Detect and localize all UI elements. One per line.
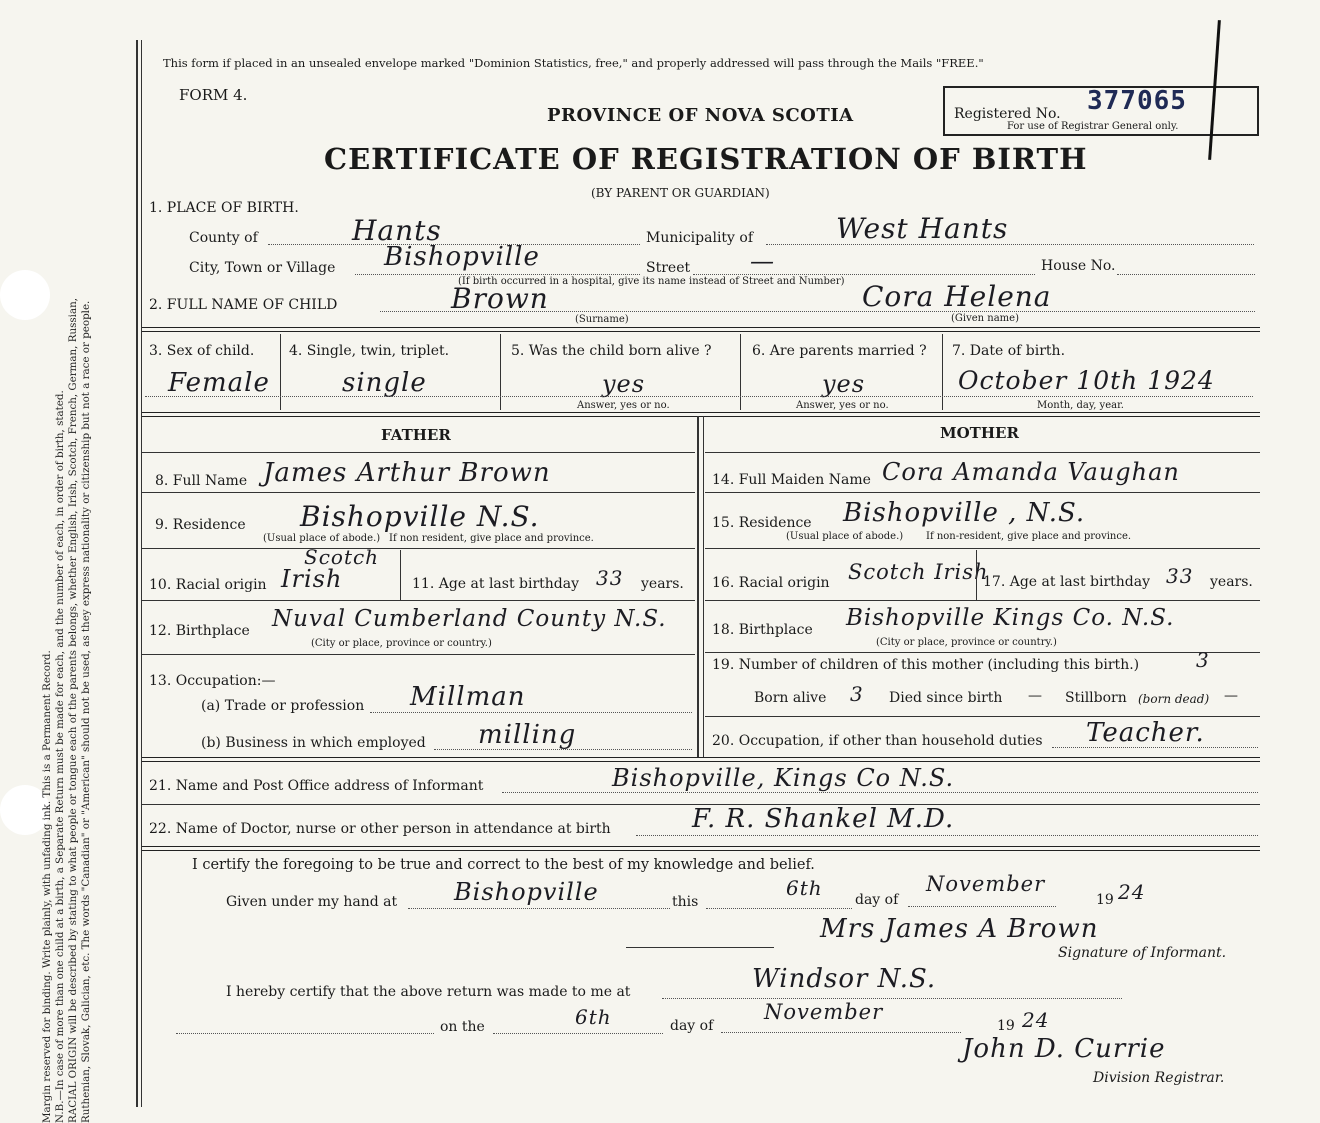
informant-signature: Mrs James A Brown — [820, 914, 1099, 944]
registered-number: 377065 — [1087, 86, 1187, 116]
mother-race-value: Scotch Irish — [848, 560, 989, 584]
mother-birthplace-label: 18. Birthplace — [712, 622, 813, 638]
attendant-label: 22. Name of Doctor, nurse or other person in attendance at birth — [149, 821, 611, 837]
form-number: FORM 4. — [179, 86, 248, 104]
father-birthplace-value: Nuval Cumberland County N.S. — [272, 606, 667, 632]
single-twin-value: single — [342, 368, 427, 398]
father-business-value: milling — [478, 720, 577, 750]
died-since-birth-value: — — [1028, 688, 1042, 704]
mother-children-value: 3 — [1196, 648, 1210, 672]
father-name-label: 8. Full Name — [155, 473, 248, 489]
city-value: Bishopville — [384, 242, 540, 272]
return-day: 6th — [575, 1005, 612, 1029]
this-label: this — [672, 894, 699, 910]
margin-line-3: RACIAL ORIGIN will be described by stating to what people or tongue each of the parents belongs, whether English, Irish, Scotch, French, German, Russian, — [67, 297, 79, 1123]
stillborn-label: Stillborn — [1065, 690, 1127, 706]
child-surname: Brown — [451, 282, 549, 315]
father-race-alt: Scotch — [304, 545, 380, 569]
margin-line-4: Ruthenian, Slovak, Galician, etc. The words "Canadian" or "American" should not be used, as they express nationality or citizenship but not a race or people. — [80, 300, 92, 1123]
father-trade-value: Millman — [410, 682, 526, 712]
given-year: 24 — [1118, 880, 1146, 904]
sex-value: Female — [168, 368, 270, 398]
died-since-birth-label: Died since birth — [889, 690, 1003, 706]
mother-occupation-label: 20. Occupation, if other than household duties — [712, 733, 1043, 749]
province-title: PROVINCE OF NOVA SCOTIA — [547, 105, 854, 126]
divider-certificate — [142, 846, 1260, 851]
father-age-label: 11. Age at last birthday — [412, 576, 580, 592]
father-abode-hint: (Usual place of abode.) — [263, 533, 381, 544]
surname-hint: (Surname) — [575, 314, 629, 325]
divider-parents — [142, 412, 1260, 417]
registrar-label: Division Registrar. — [1093, 1070, 1225, 1086]
registrar-use-note: For use of Registrar General only. — [1007, 121, 1179, 132]
father-age-value: 33 — [596, 566, 624, 590]
child-name-label: 2. FULL NAME OF CHILD — [149, 297, 338, 313]
street-value: — — [750, 247, 775, 275]
stillborn-value: — — [1224, 688, 1238, 704]
single-twin-label: 4. Single, twin, triplet. — [289, 343, 450, 359]
postal-note: This form if placed in an unsealed envelope marked "Dominion Statistics, free," and properly addressed will pass through the Mails "FREE." — [163, 56, 984, 70]
given-at-label: Given under my hand at — [226, 894, 398, 910]
father-residence-value: Bishopville N.S. — [300, 500, 540, 533]
informant-label: 21. Name and Post Office address of Informant — [149, 778, 484, 794]
parents-married-value: yes — [822, 370, 866, 398]
dob-hint: Month, day, year. — [1037, 400, 1124, 411]
margin-rule — [136, 40, 138, 1107]
on-the-label: on the — [440, 1019, 485, 1035]
father-business-label: (b) Business in which employed — [201, 735, 426, 751]
mother-birthplace-value: Bishopville Kings Co. N.S. — [846, 605, 1175, 631]
county-label: County of — [189, 230, 258, 246]
father-birthplace-hint: (City or place, province or country.) — [311, 638, 492, 649]
given-at-place: Bishopville — [454, 878, 599, 906]
street-label: Street — [646, 260, 691, 276]
father-nonres-hint: If non resident, give place and province. — [389, 533, 594, 544]
certificate-title: CERTIFICATE OF REGISTRATION OF BIRTH — [324, 142, 1088, 176]
return-day-of-label: day of — [670, 1018, 714, 1034]
mother-residence-value: Bishopville , N.S. — [843, 498, 1086, 528]
house-label: House No. — [1041, 258, 1116, 274]
hospital-note: (If birth occurred in a hospital, give its name instead of Street and Number) — [458, 276, 845, 287]
parents-divider — [697, 416, 699, 758]
parents-married-hint: Answer, yes or no. — [796, 400, 889, 411]
municipality-label: Municipality of — [646, 230, 754, 246]
mother-name-label: 14. Full Maiden Name — [712, 472, 871, 488]
mother-age-value: 33 — [1166, 564, 1194, 588]
born-alive-label: 5. Was the child born alive ? — [511, 343, 712, 359]
father-years-label: years. — [641, 576, 684, 592]
return-year: 24 — [1022, 1008, 1050, 1032]
municipality-value: West Hants — [836, 212, 1009, 245]
given-name-hint: (Given name) — [951, 313, 1019, 324]
mother-occupation-value: Teacher. — [1086, 718, 1205, 748]
return-month: November — [764, 1000, 884, 1024]
informant-value: Bishopville, Kings Co N.S. — [612, 764, 955, 792]
dob-value: October 10th 1924 — [958, 366, 1215, 395]
born-alive-hint: Answer, yes or no. — [577, 400, 670, 411]
father-residence-label: 9. Residence — [155, 517, 246, 533]
registered-label: Registered No. — [954, 106, 1061, 122]
born-alive-count-label: Born alive — [754, 690, 827, 706]
divider-top — [142, 327, 1260, 332]
mother-race-label: 16. Racial origin — [712, 575, 830, 591]
father-birthplace-label: 12. Birthplace — [149, 623, 250, 639]
certify-text: I certify the foregoing to be true and correct to the best of my knowledge and belief. — [192, 857, 815, 873]
return-place: Windsor N.S. — [752, 964, 937, 994]
signature-label: Signature of Informant. — [1058, 945, 1227, 961]
mother-children-label: 19. Number of children of this mother (including this birth.) — [712, 657, 1140, 673]
father-race-label: 10. Racial origin — [149, 577, 267, 593]
given-day-of-label: day of — [855, 892, 899, 908]
dob-label: 7. Date of birth. — [952, 343, 1066, 359]
return-year-prefix: 19 — [997, 1018, 1015, 1034]
child-given-name: Cora Helena — [862, 280, 1052, 313]
given-day: 6th — [786, 876, 823, 900]
mother-age-label: 17. Age at last birthday — [983, 574, 1151, 590]
given-year-prefix: 19 — [1096, 892, 1114, 908]
margin-instructions — [41, 53, 93, 1123]
registrar-signature: John D. Currie — [962, 1034, 1166, 1064]
sex-label: 3. Sex of child. — [149, 343, 255, 359]
margin-line-1: Margin reserved for binding. Write plainly, with unfading ink. This is a Permanent Record. — [41, 650, 53, 1123]
place-of-birth-label: 1. PLACE OF BIRTH. — [149, 200, 299, 216]
mother-heading: MOTHER — [940, 424, 1019, 442]
mother-birthplace-hint: (City or place, province or country.) — [876, 637, 1057, 648]
father-name-value: James Arthur Brown — [263, 458, 551, 488]
county-value: Hants — [352, 214, 442, 247]
mother-abode-hint: (Usual place of abode.) — [786, 531, 904, 542]
parents-married-label: 6. Are parents married ? — [752, 343, 927, 359]
born-alive-count-value: 3 — [850, 682, 864, 706]
stillborn-hint: (born dead) — [1138, 692, 1210, 706]
attendant-value: F. R. Shankel M.D. — [692, 804, 955, 834]
mother-residence-label: 15. Residence — [712, 515, 812, 531]
father-heading: FATHER — [381, 426, 451, 444]
father-race-value: Irish — [281, 565, 343, 593]
father-trade-label: (a) Trade or profession — [201, 698, 365, 714]
mother-name-value: Cora Amanda Vaughan — [882, 458, 1180, 486]
mother-nonres-hint: If non-resident, give place and province. — [926, 531, 1132, 542]
mother-years-label: years. — [1210, 574, 1253, 590]
return-label: I hereby certify that the above return was made to me at — [226, 984, 631, 1000]
divider-informant — [142, 757, 1260, 762]
given-month: November — [926, 872, 1046, 896]
born-alive-value: yes — [602, 370, 646, 398]
certificate-subtitle: (BY PARENT OR GUARDIAN) — [591, 186, 770, 200]
margin-line-2: N.B.—In case of more than one child at a birth, a Separate Return must be made for each, and the number of each, in order of birth, stated. — [54, 390, 66, 1123]
father-occupation-label: 13. Occupation:— — [149, 673, 276, 689]
city-label: City, Town or Village — [189, 260, 336, 276]
margin-rule-inner — [141, 40, 142, 1107]
